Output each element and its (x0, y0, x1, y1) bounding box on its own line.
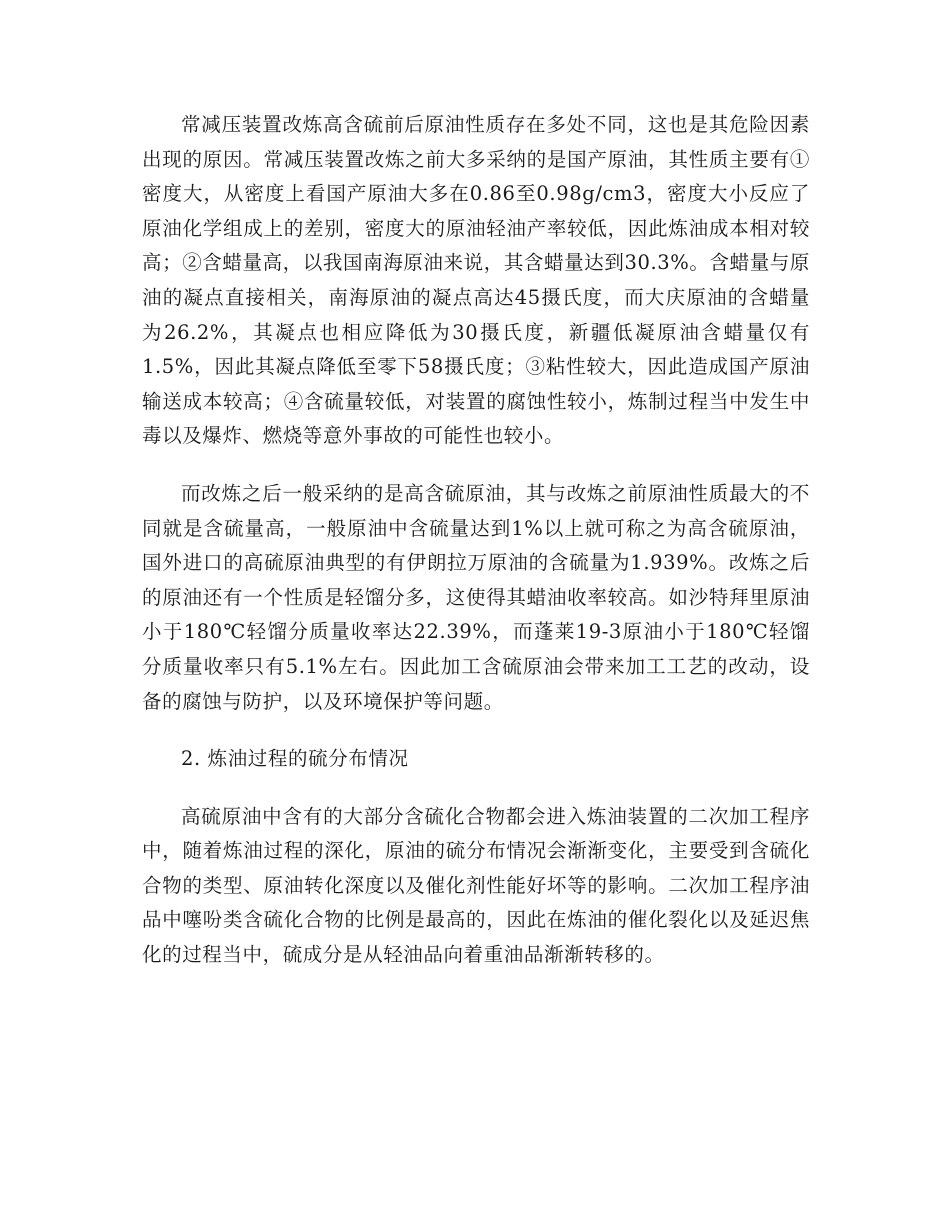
document-body (142, 108, 810, 996)
paragraph-crude-properties-before: 常减压装置改炼高含硫前后原油性质存在多处不同，这也是其危险因素出现的原因。常减压装置改炼之前大多采纳的是国产原油，其性质主要有①密度大，从密度上看国产原油大多在0.86至0.98g/cm3，密度大小反应了原油化学组成上的差别，密度大的原油轻油产率较低，因此炼油成本相对较高；②含蜡量高，以我国南海原油来说，其含蜡量达到30.3%。含蜡量与原油的凝点直接相关，南海原油的凝点高达45摄氏度，而大庆原油的含蜡量为26.2%，其凝点也相应降低为30摄氏度，新疆低凝原油含蜡量仅有1.5%，因此其凝点降低至零下58摄氏度；③粘性较大，因此造成国产原油输送成本较高；④含硫量较低，对装置的腐蚀性较小，炼制过程当中发生中毒以及爆炸、燃烧等意外事故的可能性也较小。 (142, 113, 810, 448)
paragraph-sulfur-distribution: 高硫原油中含有的大部分含硫化合物都会进入炼油装置的二次加工程序中，随着炼油过程的深化，原油的硫分布情况会渐渐变化，主要受到含硫化合物的类型、原油转化深度以及催化剂性能好坏等的影响。二次加工程序油品中噻吩类含硫化合物的比例是最高的，因此在炼油的催化裂化以及延迟焦化的过程当中，硫成分是从轻油品向着重油品渐渐转移的。 (142, 804, 810, 967)
paragraph-crude-properties-after: 而改炼之后一般采纳的是高含硫原油，其与改炼之前原油性质最大的不同就是含硫量高，一般原油中含硫量达到1%以上就可称之为高含硫原油，国外进口的高硫原油典型的有伊朗拉万原油的含硫量为1.939%。改炼之后的原油还有一个性质是轻馏分多，这使得其蜡油收率较高。如沙特拜里原油小于180℃轻馏分质量收率达22.39%，而蓬莱19-3原油小于180℃轻馏分质量收率只有5.1%左右。因此加工含硫原油会带来加工工艺的改动，设备的腐蚀与防护，以及环境保护等问题。 (142, 481, 810, 713)
section-heading: 2. 炼油过程的硫分布情况 (181, 747, 409, 771)
